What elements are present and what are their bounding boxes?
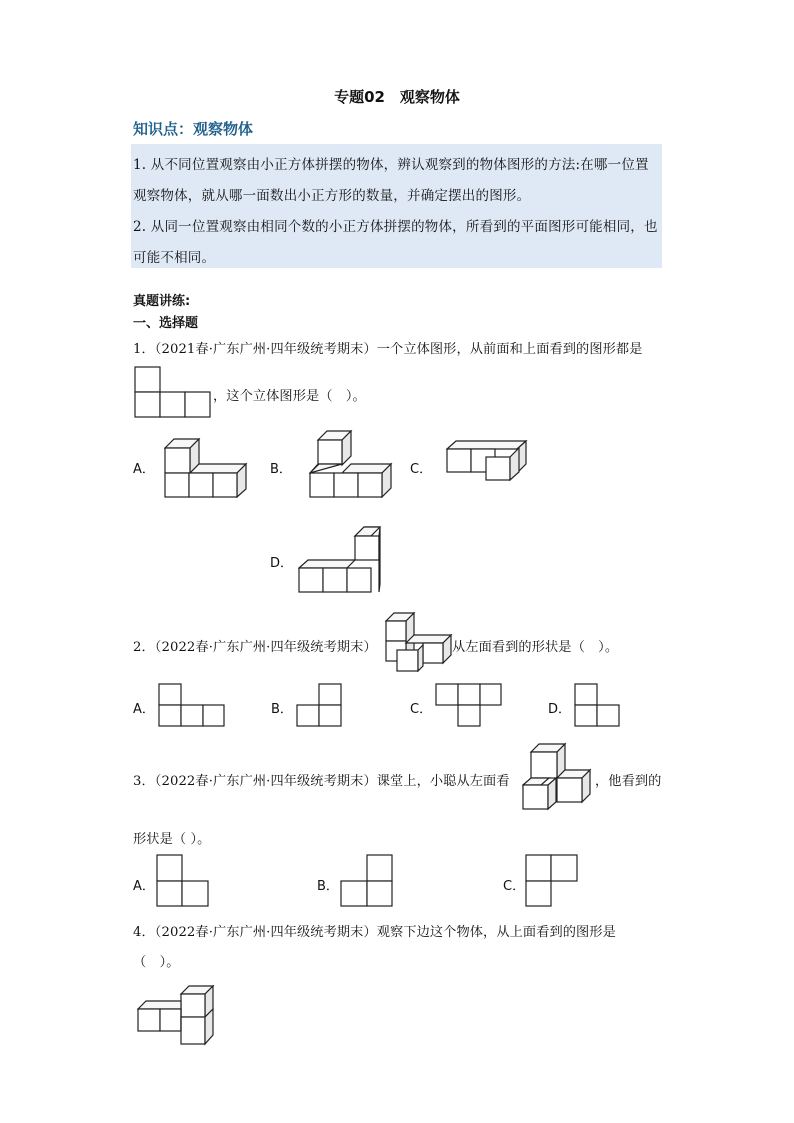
q3-object-cubes (522, 742, 592, 812)
question-3-stem-mid: ，他看到的 (595, 774, 662, 789)
section-heading: 一、选择题 (133, 316, 199, 331)
question-4-stem-end: （ ）。 (133, 955, 180, 970)
q1-option-a-cubes[interactable] (164, 438, 248, 498)
q3-option-a-label[interactable]: A． (133, 879, 155, 894)
q1-view-figure (134, 366, 212, 418)
question-1-stem: 1．（2021春·广东广州·四年级统考期末）一个立体图形，从前面和上面看到的图形都是 (133, 342, 643, 357)
q2-option-c-view[interactable] (435, 683, 503, 728)
knowledge-point-2: 2. 从同一位置观察由相同个数的小正方体拼摆的物体，所看到的平面图形可能相同，也可能不相同。 (133, 219, 658, 266)
q1-option-d-label[interactable]: D． (270, 556, 294, 571)
q3-option-c-view[interactable] (525, 854, 581, 908)
question-1-stem-end: ，这个立体图形是（ ）。 (213, 389, 366, 404)
question-2-stem: 2．（2022春·广东广州·四年级统考期末） (133, 640, 377, 655)
q2-option-a-label[interactable]: A． (133, 702, 155, 717)
knowledge-heading: 知识点：观察物体 (133, 120, 254, 138)
q3-option-a-view[interactable] (156, 854, 212, 908)
knowledge-text (133, 150, 661, 274)
q1-option-d-cubes[interactable] (298, 526, 382, 594)
q3-option-b-label[interactable]: B． (317, 879, 339, 894)
q2-option-b-label[interactable]: B． (271, 702, 293, 717)
question-3-stem-end: 形状是（ ）。 (133, 832, 211, 847)
q3-option-c-label[interactable]: C． (503, 879, 526, 894)
q1-option-b-cubes[interactable] (309, 430, 393, 498)
q2-option-c-label[interactable]: C． (410, 702, 433, 717)
q1-option-c-cubes[interactable] (446, 440, 528, 482)
question-4-stem: 4．（2022春·广东广州·四年级统考期末）观察下边这个物体，从上面看到的图形是 (133, 925, 616, 940)
q2-option-d-label[interactable]: D． (548, 702, 572, 717)
q2-object-cubes (385, 612, 453, 672)
q3-option-b-view[interactable] (340, 854, 396, 908)
knowledge-point-1: 1. 从不同位置观察由小正方体拼摆的物体，辨认观察到的物体图形的方法:在哪一位置观察物体，就从哪一面数出小正方形的数量，并确定摆出的图形。 (133, 157, 649, 204)
q2-option-d-view[interactable] (574, 683, 621, 728)
page-title: 专题02 观察物体 (334, 88, 460, 106)
question-3-stem: 3．（2022春·广东广州·四年级统考期末）课堂上，小聪从左面看 (133, 774, 510, 789)
question-2-stem-end: 从左面看到的形状是（ ）。 (452, 640, 619, 655)
q1-option-a-label[interactable]: A． (133, 462, 155, 477)
q2-option-a-view[interactable] (158, 683, 226, 728)
q4-object-cubes (137, 985, 223, 1047)
practice-heading: 真题讲练: (133, 294, 191, 309)
q1-option-b-label[interactable]: B． (270, 462, 292, 477)
q2-option-b-view[interactable] (296, 683, 343, 728)
q1-option-c-label[interactable]: C． (410, 462, 433, 477)
